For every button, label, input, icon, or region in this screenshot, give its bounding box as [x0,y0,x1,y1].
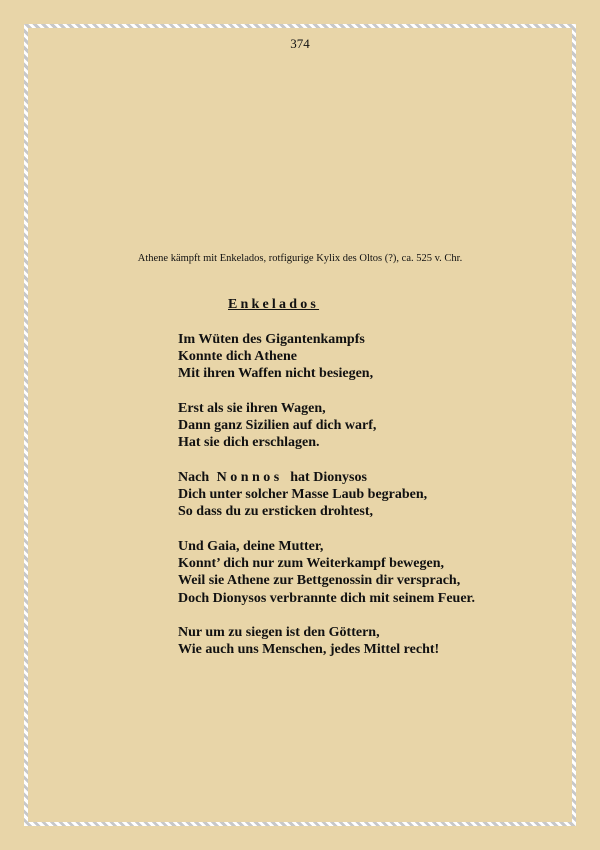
poem-line: Mit ihren Waffen nicht besiegen, [178,366,374,382]
stanza-1 [178,331,475,383]
poem-line: Und Gaia, deine Mutter, [178,539,324,554]
poem-title: Enkelados [228,297,320,312]
poem-line: Erst als sie ihren Wagen, [178,401,326,416]
stanza-5 [178,624,475,658]
poem-line-start: Nach [178,470,210,485]
poem-line: Im Wüten des Gigantenkampfs [178,332,365,347]
page-number: 374 [290,36,310,51]
stanza-4 [178,538,475,607]
poem-line: Weil sie Athene zur Bettgenossin dir versprach, [178,573,461,589]
image-caption: Athene kämpft mit Enkelados, rotfigurige Kylix des Oltos (?), ca. 525 v. Chr. [137,253,463,264]
poem-line: Konnt’ dich nur zum Weiterkampf bewegen, [178,556,445,572]
poem-line: Dann ganz Sizilien auf dich warf, [178,418,377,434]
poem-line: Nur um zu siegen ist den Göttern, [178,625,380,641]
poem-line-end: hat Dionysos [290,470,367,485]
poem-body [178,331,475,676]
poem-line: Doch Dionysos verbrannte dich mit seinem Feuer. [178,590,475,606]
author-name-nonnos: Nonnos [216,470,283,485]
poem-line: Hat sie dich erschlagen. [178,435,320,451]
poem-line: Wie auch uns Menschen, jedes Mittel recht! [178,642,440,658]
poem-line: Dich unter solcher Masse Laub begraben, [178,487,428,503]
poem-line: Konnte dich Athene [178,349,298,365]
stanza-3 [178,469,475,521]
poem-line: So dass du zu ersticken drohtest, [178,504,373,520]
poem-line [178,469,475,486]
stanza-2 [178,400,475,452]
